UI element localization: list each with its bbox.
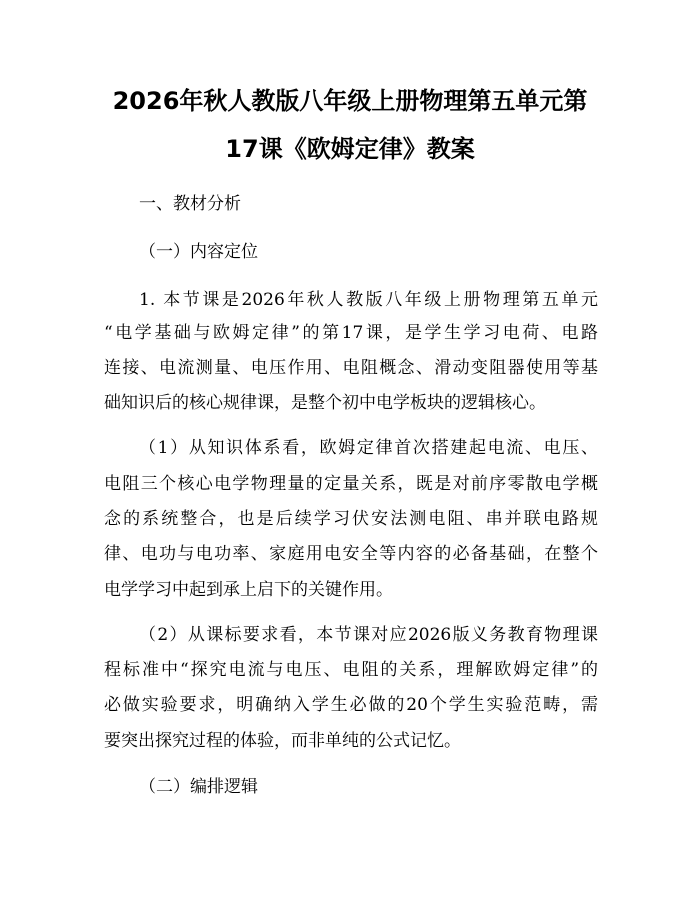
- document-title-line-2: 17课《欧姆定律》教案: [225, 135, 475, 163]
- subsection-heading-content-positioning: （一）内容定位: [139, 242, 258, 262]
- paragraph-line: 念的系统整合，也是后续学习伏安法测电阻、串并联电路规: [104, 509, 598, 529]
- paragraph-line: 电学学习中起到承上启下的关键作用。: [104, 580, 393, 600]
- paragraph-line: 础知识后的核心规律课，是整个初中电学板块的逻辑核心。: [104, 393, 546, 413]
- paragraph-line: 1. 本节课是2026年秋人教版八年级上册物理第五单元: [139, 290, 598, 310]
- paragraph-line: 必做实验要求，明确纳入学生必做的20个学生实验范畴，需: [104, 695, 598, 715]
- paragraph-line: 程标准中“探究电流与电压、电阻的关系，理解欧姆定律”的: [104, 660, 598, 680]
- paragraph-line: 律、电功与电功率、家庭用电安全等内容的必备基础，在整个: [104, 544, 598, 564]
- paragraph-line: “电学基础与欧姆定律”的第17课，是学生学习电荷、电路: [104, 323, 598, 343]
- subsection-heading-arrangement-logic: （二）编排逻辑: [139, 777, 258, 797]
- paragraph-line: （1）从知识体系看，欧姆定律首次搭建起电流、电压、: [139, 438, 598, 458]
- paragraph-line: （2）从课标要求看，本节课对应2026版义务教育物理课: [139, 625, 598, 645]
- paragraph-line: 电阻三个核心电学物理量的定量关系，既是对前序零散电学概: [104, 474, 598, 494]
- document-title-line-1: 2026年秋人教版八年级上册物理第五单元第: [112, 87, 588, 115]
- paragraph-line: 要突出探究过程的体验，而非单纯的公式记忆。: [104, 731, 461, 751]
- paragraph-line: 连接、电流测量、电压作用、电阻概念、滑动变阻器使用等基: [104, 358, 598, 378]
- section-heading-textbook-analysis: 一、教材分析: [139, 194, 241, 214]
